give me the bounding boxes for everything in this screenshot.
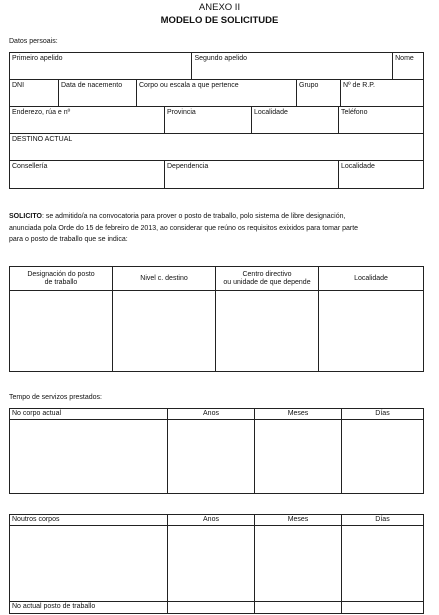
solicito-line3: para o posto de traballo que se indica: <box>9 236 128 243</box>
anos-label-2: Anos <box>203 516 219 523</box>
field-dni[interactable] <box>10 80 59 107</box>
meses-label-2: Meses <box>287 516 309 523</box>
anos-header-2 <box>168 515 255 526</box>
destino-row <box>9 160 424 189</box>
meses-cell-1[interactable] <box>255 420 342 494</box>
dias-header-1 <box>342 409 424 420</box>
posto-cell-nivel[interactable] <box>113 291 216 372</box>
actual-posto-label: No actual posto de traballo <box>12 603 96 610</box>
corpo-escala-label: Corpo ou escala a que pertence <box>139 82 239 89</box>
field-data-nacemento[interactable] <box>59 80 137 107</box>
conselleria-label: Consellería <box>12 163 48 170</box>
noutros-corpos-header <box>10 515 168 526</box>
dias-cell-3[interactable] <box>342 602 424 614</box>
anos-header-1 <box>168 409 255 420</box>
field-enderezo[interactable] <box>10 107 165 134</box>
designacion-line1: Designación do posto <box>27 270 95 278</box>
annex-number: ANEXO II <box>198 2 241 13</box>
servizos-label: Tempo de servizos prestados: <box>9 394 102 401</box>
dias-label-1: Días <box>375 410 390 417</box>
corpo-actual-header <box>10 409 168 420</box>
posto-localidade-label: Localidade <box>354 274 388 282</box>
dias-label-2: Días <box>375 516 390 523</box>
field-dependencia[interactable] <box>165 161 339 189</box>
field-primeiro-apelido[interactable] <box>10 53 192 80</box>
nome-label: Nome <box>395 55 414 62</box>
posto-cell-centro[interactable] <box>216 291 319 372</box>
meses-label-1: Meses <box>287 410 309 417</box>
field-localidade-destino[interactable] <box>339 161 424 189</box>
meses-cell-2[interactable] <box>255 526 342 602</box>
field-localidade[interactable] <box>252 107 339 134</box>
corpo-actual-cell[interactable] <box>10 420 168 494</box>
destino-actual-table <box>9 133 424 161</box>
meses-header-2 <box>255 515 342 526</box>
nrp-label: Nº de R.P. <box>343 82 375 89</box>
grupo-label: Grupo <box>299 82 319 89</box>
dni-label: DNI <box>12 82 25 89</box>
field-nrp[interactable] <box>341 80 424 107</box>
anos-label-1: Anos <box>203 410 219 417</box>
personal-data-row2 <box>9 79 424 107</box>
noutros-corpos-cell[interactable] <box>10 526 168 602</box>
anos-cell-1[interactable] <box>168 420 255 494</box>
field-nome[interactable] <box>393 53 424 80</box>
posto-header-localidade <box>319 267 424 291</box>
dias-cell-2[interactable] <box>342 526 424 602</box>
posto-header-nivel <box>113 267 216 291</box>
posto-cell-localidade[interactable] <box>319 291 424 372</box>
posto-header-designacion <box>10 267 113 291</box>
field-provincia[interactable] <box>165 107 252 134</box>
dependencia-label: Dependencia <box>167 163 209 170</box>
field-segundo-apelido[interactable] <box>192 53 393 80</box>
meses-cell-3[interactable] <box>255 602 342 614</box>
nivel-label: Nivel c. destino <box>140 274 188 282</box>
field-conselleria[interactable] <box>10 161 165 189</box>
solicito-lead: SOLICITO <box>9 213 42 220</box>
personal-data-table <box>9 52 424 80</box>
dias-cell-1[interactable] <box>342 420 424 494</box>
actual-posto-row[interactable] <box>10 602 168 614</box>
anos-cell-3[interactable] <box>168 602 255 614</box>
servizos-table-2 <box>9 514 424 614</box>
solicito-line1: : se admitido/a na convocatoria para prover o posto de traballo, polo sistema de libre designación, <box>41 213 346 220</box>
dias-header-2 <box>342 515 424 526</box>
corpo-actual-label: No corpo actual <box>12 410 62 417</box>
field-corpo-escala[interactable] <box>137 80 297 107</box>
primeiro-apelido-label: Primeiro apelido <box>12 55 63 62</box>
centro-line1: Centro directivo <box>242 270 292 278</box>
posto-cell-designacion[interactable] <box>10 291 113 372</box>
meses-header-1 <box>255 409 342 420</box>
field-grupo[interactable] <box>297 80 341 107</box>
personal-data-row3 <box>9 106 424 134</box>
enderezo-label: Enderezo, rúa e nº <box>12 109 71 116</box>
posto-table <box>9 266 424 372</box>
anos-cell-2[interactable] <box>168 526 255 602</box>
field-destino-actual[interactable] <box>10 134 424 161</box>
designacion-line2: de traballo <box>44 278 78 286</box>
data-nacemento-label: Data de nacemento <box>61 82 123 89</box>
centro-line2: ou unidade de que depende <box>223 278 311 286</box>
noutros-corpos-label: Noutros corpos <box>12 516 60 523</box>
personal-data-label: Datos persoais: <box>9 38 58 45</box>
telefono-label: Teléfono <box>341 109 368 116</box>
destino-actual-label: DESTINO ACTUAL <box>12 136 73 143</box>
field-telefono[interactable] <box>339 107 424 134</box>
solicito-line2: anunciada pola Orde do 15 de febreiro de 2013, ao considerar que reúno os requisitos exixidos para tomar parte <box>9 224 359 232</box>
localidade-label: Localidade <box>254 109 288 116</box>
segundo-apelido-label: Segundo apelido <box>194 55 247 62</box>
posto-header-centro <box>216 267 319 291</box>
localidade-destino-label: Localidade <box>341 163 375 170</box>
provincia-label: Provincia <box>167 109 196 116</box>
servizos-table-1 <box>9 408 424 494</box>
solicito-paragraph <box>9 211 421 246</box>
form-title: MODELO DE SOLICITUDE <box>160 15 279 26</box>
